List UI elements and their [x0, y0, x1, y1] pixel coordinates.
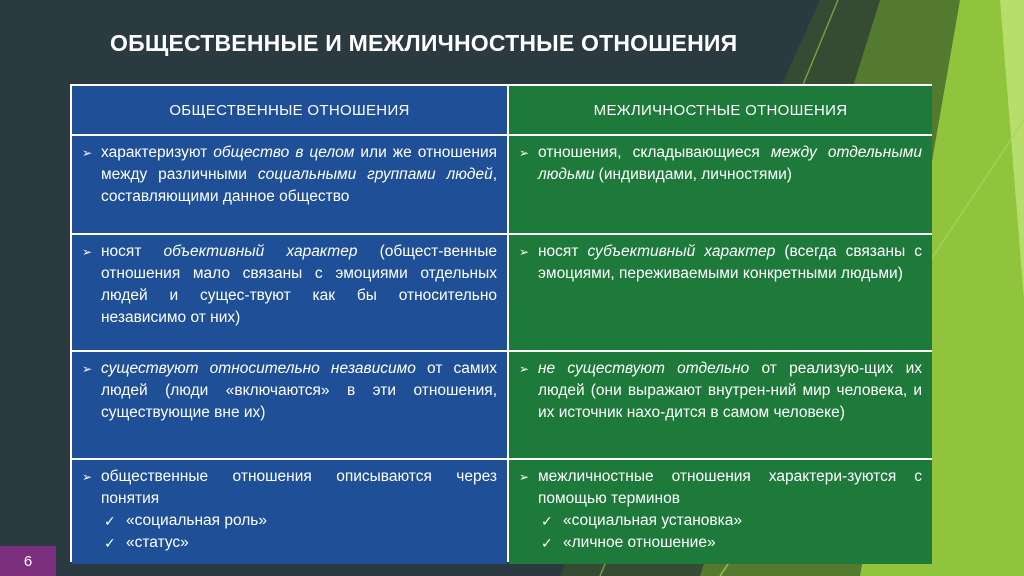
- emphasized-text: социальными группами людей: [257, 166, 493, 183]
- emphasized-text: не существуют отдельно: [538, 360, 750, 377]
- emphasized-text: общество в целом: [213, 144, 355, 161]
- checkmark-icon: ✓: [541, 513, 553, 529]
- text-segment: носят: [538, 243, 588, 260]
- cell-text: [538, 142, 922, 186]
- cell-interpersonal-row-3: [509, 352, 932, 458]
- arrow-bullet-icon: ➢: [82, 362, 93, 376]
- checkmark-icon: ✓: [541, 535, 553, 551]
- arrow-bullet-icon: ➢: [82, 245, 93, 259]
- text-segment: отношения, складывающиеся: [538, 144, 771, 161]
- cell-interpersonal-row-1: [509, 136, 932, 233]
- text-segment: (индивидами, личностями): [594, 166, 792, 183]
- text-segment: или же отношения между различными: [101, 144, 498, 183]
- checkmark-icon: ✓: [104, 535, 116, 551]
- text-segment: носят: [101, 243, 164, 260]
- cell-text: [538, 358, 922, 424]
- cell-interpersonal-row-4: [509, 460, 932, 564]
- cell-text: [101, 241, 497, 329]
- cell-text: [538, 466, 922, 510]
- header-social-relations: ОБЩЕСТВЕННЫЕ ОТНОШЕНИЯ: [72, 86, 507, 134]
- emphasized-text: между отдельными людьми: [538, 144, 922, 183]
- check-item: [519, 510, 922, 532]
- text-segment: межличностные отношения характери-зуются с помощью терминов: [538, 468, 922, 507]
- check-item-label: «личное отношение»: [563, 534, 716, 551]
- check-item-label: «социальная роль»: [126, 512, 267, 529]
- check-item: [82, 532, 497, 554]
- cell-interpersonal-row-2: [509, 235, 932, 350]
- arrow-bullet-icon: ➢: [82, 470, 93, 484]
- cell-text: [101, 466, 497, 510]
- header-interpersonal-relations: МЕЖЛИЧНОСТНЫЕ ОТНОШЕНИЯ: [509, 86, 932, 134]
- arrow-bullet-icon: ➢: [519, 245, 530, 259]
- emphasized-text: субъективный характер: [587, 243, 776, 260]
- cell-social-row-4: [72, 460, 507, 564]
- arrow-bullet-icon: ➢: [519, 146, 530, 160]
- check-item: [519, 532, 922, 554]
- cell-text: [538, 241, 922, 285]
- cell-social-row-2: [72, 235, 507, 350]
- emphasized-text: объективный характер: [163, 243, 358, 260]
- arrow-bullet-icon: ➢: [519, 470, 530, 484]
- page-number-badge: 6: [0, 546, 56, 576]
- cell-social-row-1: [72, 136, 507, 233]
- cell-text: [101, 358, 497, 424]
- checkmark-icon: ✓: [104, 513, 116, 529]
- check-item: [82, 510, 497, 532]
- arrow-bullet-icon: ➢: [82, 146, 93, 160]
- comparison-table: [70, 84, 932, 562]
- text-segment: от реализую-щих их людей (они выражают внутрен-ний мир человека, и их источник нахо-дится в самом человеке): [538, 360, 922, 421]
- text-segment: от самих людей (люди «включаются» в эти отношения, существующие вне их): [101, 360, 497, 421]
- text-segment: общественные отношения описываются через понятия: [101, 468, 497, 507]
- emphasized-text: существуют относительно независимо: [101, 360, 416, 377]
- slide-title: ОБЩЕСТВЕННЫЕ И МЕЖЛИЧНОСТНЫЕ ОТНОШЕНИЯ: [110, 30, 738, 56]
- text-segment: (всегда связаны с эмоциями, переживаемыми конкретными людьми): [538, 243, 922, 282]
- text-segment: характеризуют: [101, 144, 214, 161]
- arrow-bullet-icon: ➢: [519, 362, 530, 376]
- check-item-label: «статус»: [126, 534, 189, 551]
- check-item-label: «социальная установка»: [563, 512, 742, 529]
- text-segment: , составляющими данное общество: [101, 166, 497, 205]
- cell-social-row-3: [72, 352, 507, 458]
- text-segment: (общест-венные отношения мало связаны с эмоциями отдельных людей и сущес-твуют как бы относительно независимо от них): [101, 243, 497, 326]
- cell-text: [101, 142, 497, 208]
